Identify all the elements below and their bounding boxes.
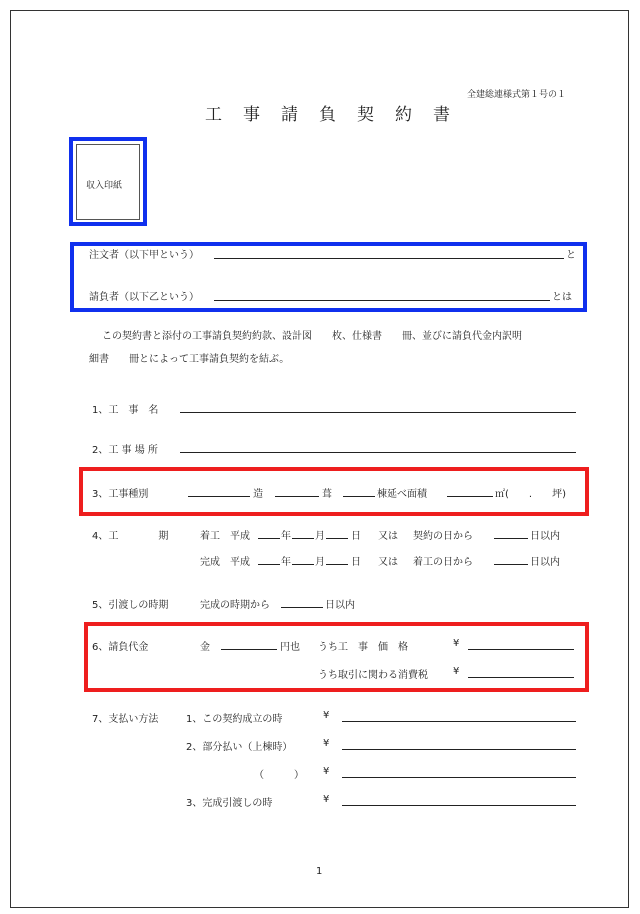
start-month-unit: 月 <box>315 531 325 542</box>
contractor-suffix: とは <box>552 292 572 303</box>
item6-label: 6、請負代金 <box>92 642 149 653</box>
finish-year-field[interactable] <box>258 564 280 565</box>
tax-yen: ¥ <box>453 666 460 677</box>
payment-2-yen: ¥ <box>323 738 330 749</box>
start-label: 着工 平成 <box>200 531 250 542</box>
item6-kin: 金 <box>200 642 210 653</box>
finish-label: 完成 平成 <box>200 557 250 568</box>
item3-nobe: 棟延べ面積 <box>377 489 427 500</box>
contractor-label: 請負者（以下乙という） <box>89 292 199 303</box>
item7-label: 7、支払い方法 <box>92 714 159 725</box>
start-year-field[interactable] <box>258 538 280 539</box>
item5-text: 完成の時期から <box>200 600 270 611</box>
intro-line-2: 細書 冊とによって工事請負契約を結ぶ。 <box>89 354 290 365</box>
payment-3-label: （ ） <box>254 770 304 781</box>
stamp-highlight <box>69 137 147 226</box>
payment-2-label: 2、部分払い（上棟時） <box>186 742 293 753</box>
item1-label: 1、工 事 名 <box>92 405 159 416</box>
item3-label: 3、工事種別 <box>92 489 149 500</box>
work-type-highlight <box>79 467 589 516</box>
item3-area-unit: ㎡( . 坪) <box>495 489 566 500</box>
payment-1-yen: ¥ <box>323 710 330 721</box>
item2-label: 2、工 事 場 所 <box>92 445 158 456</box>
item3-zou: 造 <box>253 489 263 500</box>
item3-buki: 葺 <box>322 489 332 500</box>
start-day-unit: 日 <box>351 531 361 542</box>
orderer-label: 注文者（以下甲という） <box>89 250 199 261</box>
revenue-stamp-label: 収入印紙 <box>86 181 123 191</box>
construction-name-field[interactable] <box>180 412 576 413</box>
item5-label: 5、引渡しの時期 <box>92 600 169 611</box>
handover-days-field[interactable] <box>281 607 323 608</box>
start-day-field[interactable] <box>326 538 348 539</box>
finish-within: 日以内 <box>530 557 560 568</box>
contract-price-highlight <box>84 622 589 692</box>
finish-year-unit: 年 <box>281 557 291 568</box>
start-days-field[interactable] <box>494 538 528 539</box>
finish-day-unit: 日 <box>351 557 361 568</box>
payment-1-label: 1、この契約成立の時 <box>186 714 283 725</box>
construction-site-field[interactable] <box>180 452 576 453</box>
payment-1-field[interactable] <box>342 721 576 722</box>
intro-line-1: この契約書と添付の工事請負契約約款、設計図 枚、仕様書 冊、並びに請負代金内訳明 <box>102 331 522 342</box>
item6-yen: 円也 <box>280 642 300 653</box>
payment-4-field[interactable] <box>342 805 576 806</box>
page-number: 1 <box>316 866 323 877</box>
form-number: 全建総連様式第１号の１ <box>467 90 567 100</box>
payment-3-field[interactable] <box>342 777 576 778</box>
finish-month-field[interactable] <box>292 564 314 565</box>
payment-2-field[interactable] <box>342 749 576 750</box>
item5-within: 日以内 <box>325 600 355 611</box>
payment-3-yen: ¥ <box>323 766 330 777</box>
orderer-suffix: と <box>566 250 576 261</box>
parties-highlight <box>70 242 587 312</box>
payment-4-label: 3、完成引渡しの時 <box>186 798 273 809</box>
finish-or: 又は <box>378 557 398 568</box>
finish-days-field[interactable] <box>494 564 528 565</box>
start-year-unit: 年 <box>281 531 291 542</box>
construction-price-yen: ¥ <box>453 638 460 649</box>
page-title: 工 事 請 負 契 約 書 <box>205 105 452 125</box>
payment-4-yen: ¥ <box>323 794 330 805</box>
start-alt: 契約の日から <box>413 531 473 542</box>
start-month-field[interactable] <box>292 538 314 539</box>
finish-month-unit: 月 <box>315 557 325 568</box>
construction-price-label: うち工 事 価 格 <box>318 642 408 653</box>
start-within: 日以内 <box>530 531 560 542</box>
finish-alt: 着工の日から <box>413 557 473 568</box>
tax-label: うち取引に関わる消費税 <box>318 670 428 681</box>
start-or: 又は <box>378 531 398 542</box>
finish-day-field[interactable] <box>326 564 348 565</box>
item4-label: 4、工 期 <box>92 531 169 542</box>
